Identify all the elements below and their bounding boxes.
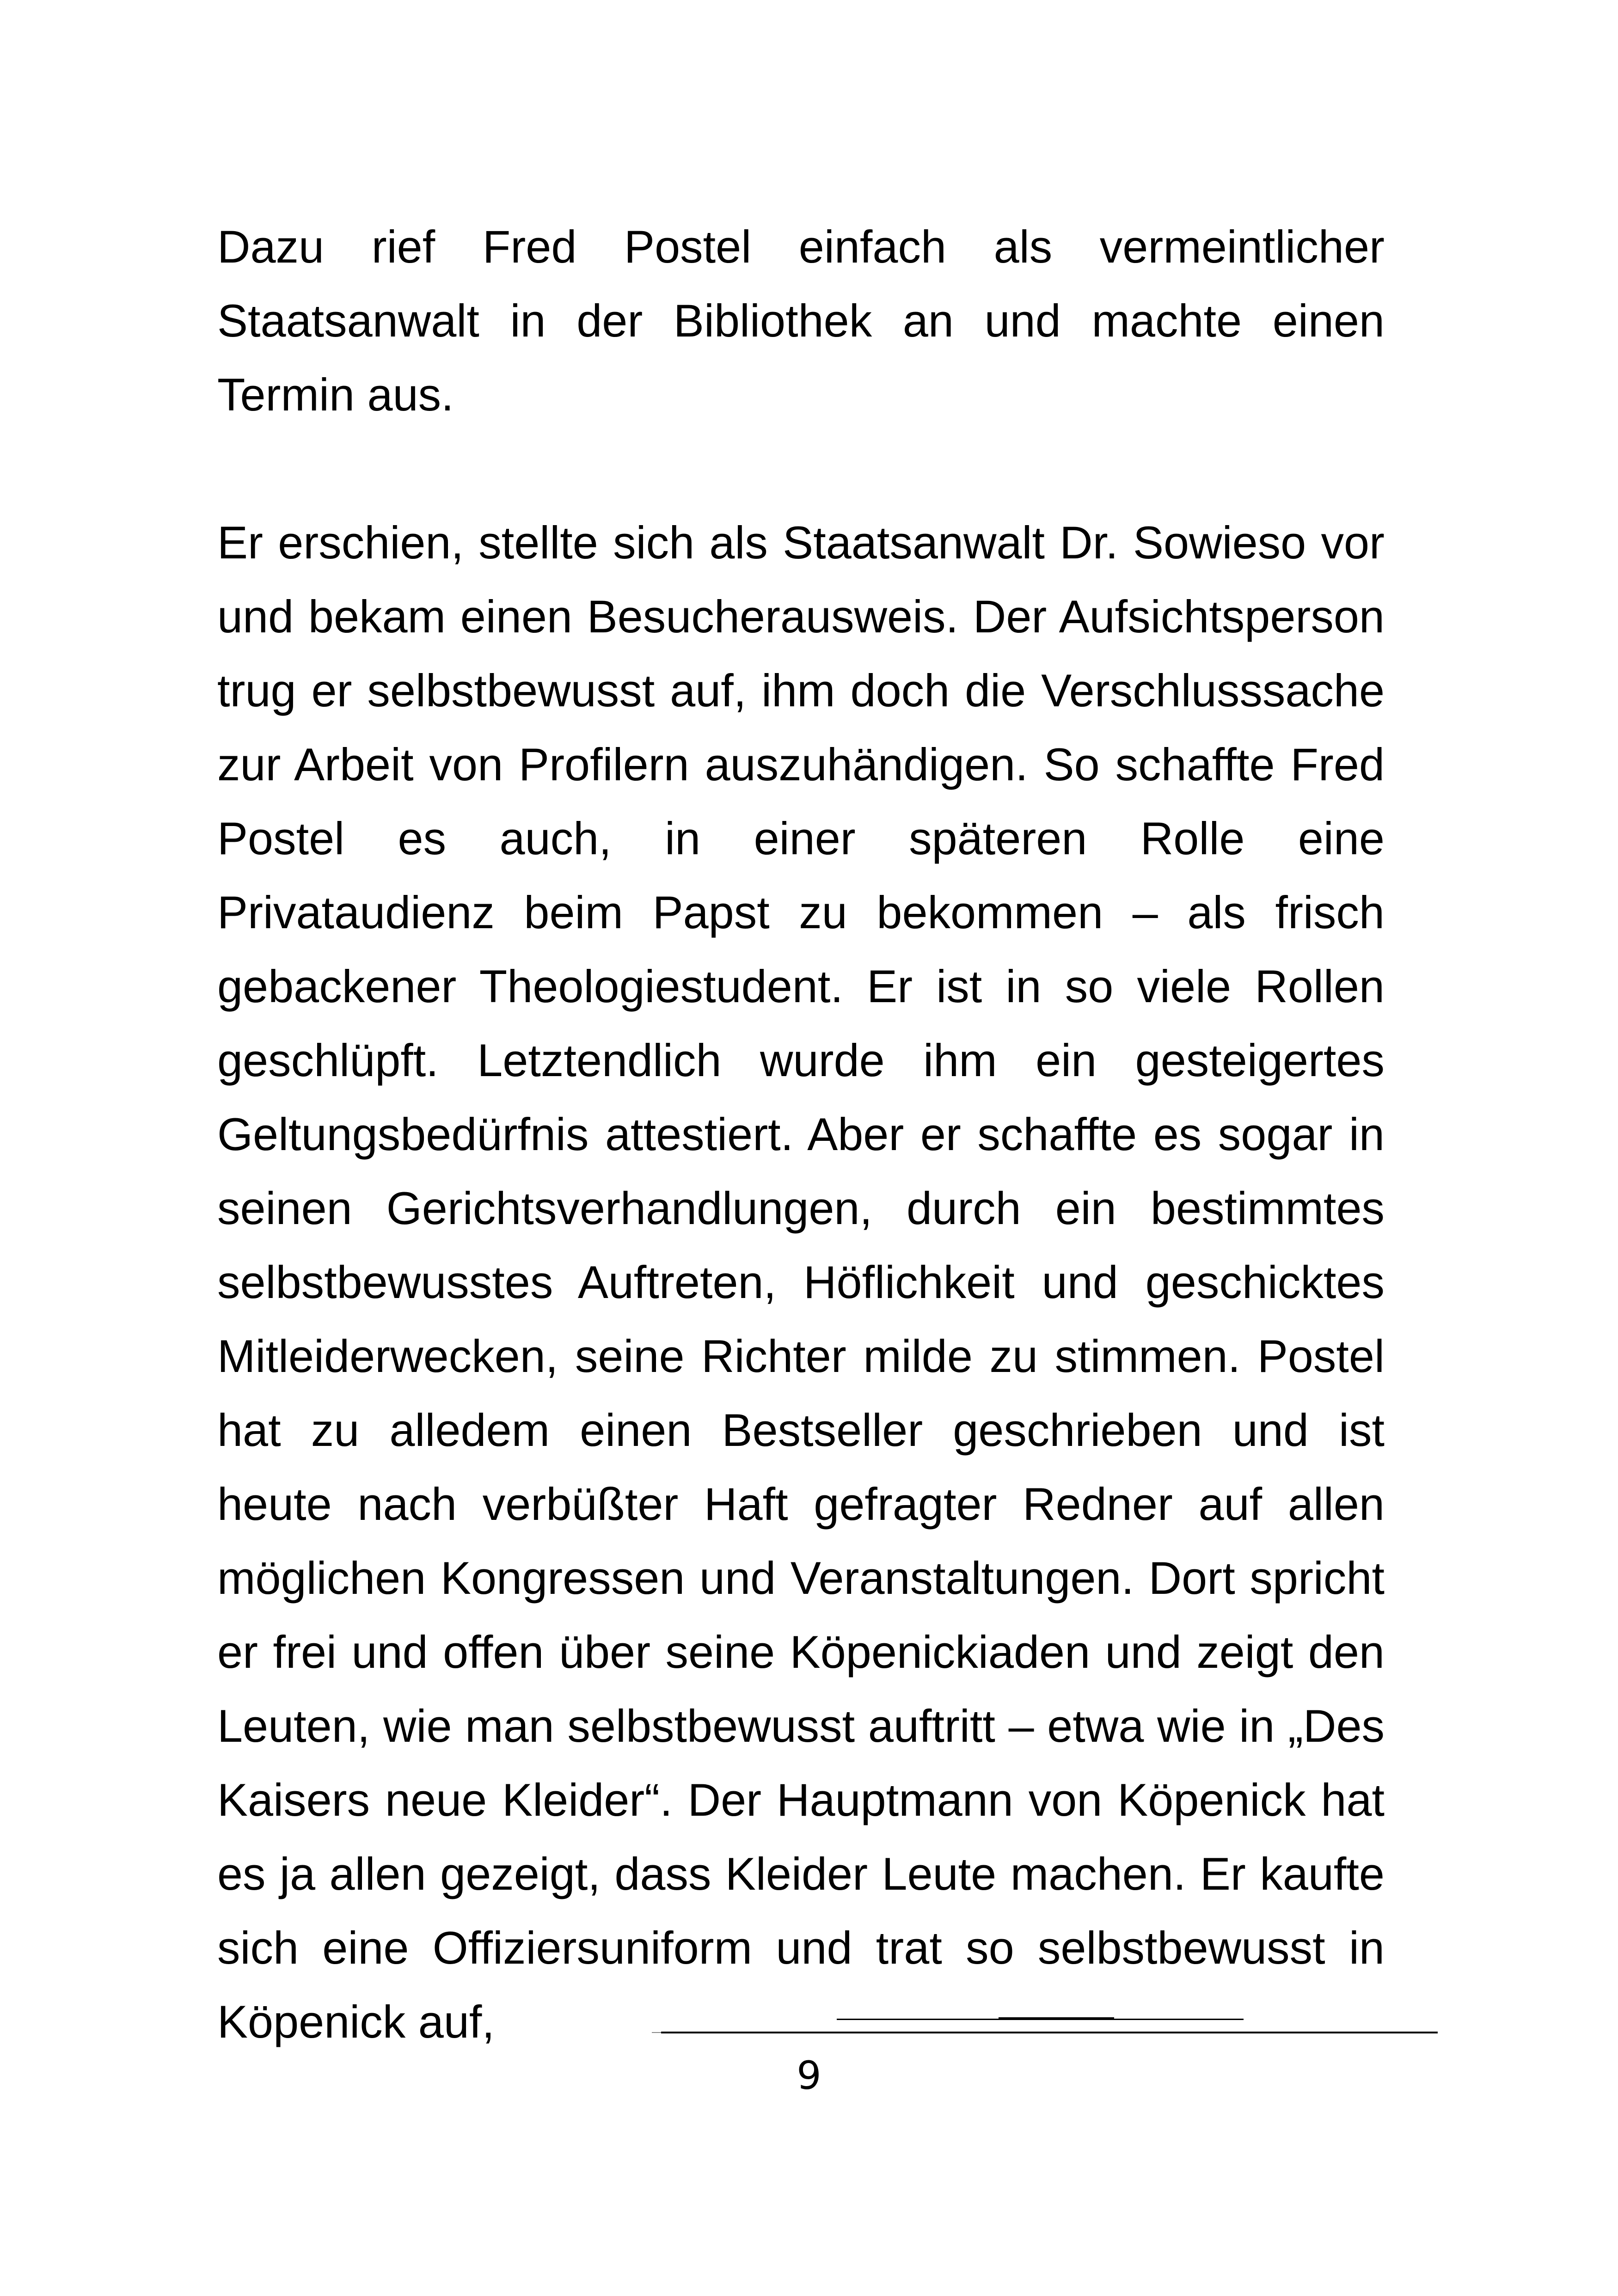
page-number: 9 [797,2053,821,2098]
footer-rule-accent [999,2017,1114,2020]
footer-rule-main [661,2032,1438,2033]
paragraph-2-text: Er erschien, stellte sich als Staatsanwalt Dr. Sowieso vor und bekam einen Besucherausweis. Der Aufsichtsperson trug er selbstbewusst auf, ihm doch die Verschlusssache zur Arbeit von Profilern auszuhändigen. So schaffte Fred Postel es auch, in einer späteren Rolle eine Privataudienz beim Papst zu bekommen – als frisch gebackener Theologiestudent. Er ist in so viele Rollen geschlüpft. Letztendlich wurde ihm ein gesteigertes Geltungsbedürfnis attestiert. Aber er schaffte es sogar in seinen Gerichtsverhandlungen, durch ein bestimmtes selbstbewusstes Auftreten, Höflichkeit und geschicktes Mitleiderwecken, seine Richter milde zu stimmen. Postel hat zu alledem einen Bestseller geschrieben und ist heute nach verbüßter Haft gefragter Redner auf allen möglichen Kongressen und Veranstaltungen. Dort spricht er frei und offen über seine Köpenickiaden und zeigt den Leuten, wie man selbstbewusst auftritt – etwa wie in „Des Kaisers neue Kleider“. Der Hauptmann von Köpenick hat es ja allen gezeigt, dass Kleider Leute machen. Er kaufte sich eine Offiziersuniform und trat so selbstbewusst in Köpenick auf, [217,517,1385,2047]
paragraph-1-text: Dazu rief Fred Postel einfach als vermeintlicher Staatsanwalt in der Bibliothek an und machte einen Termin aus. [217,221,1385,420]
paragraph-1 [217,210,1385,432]
paragraph-2 [217,506,1385,2059]
